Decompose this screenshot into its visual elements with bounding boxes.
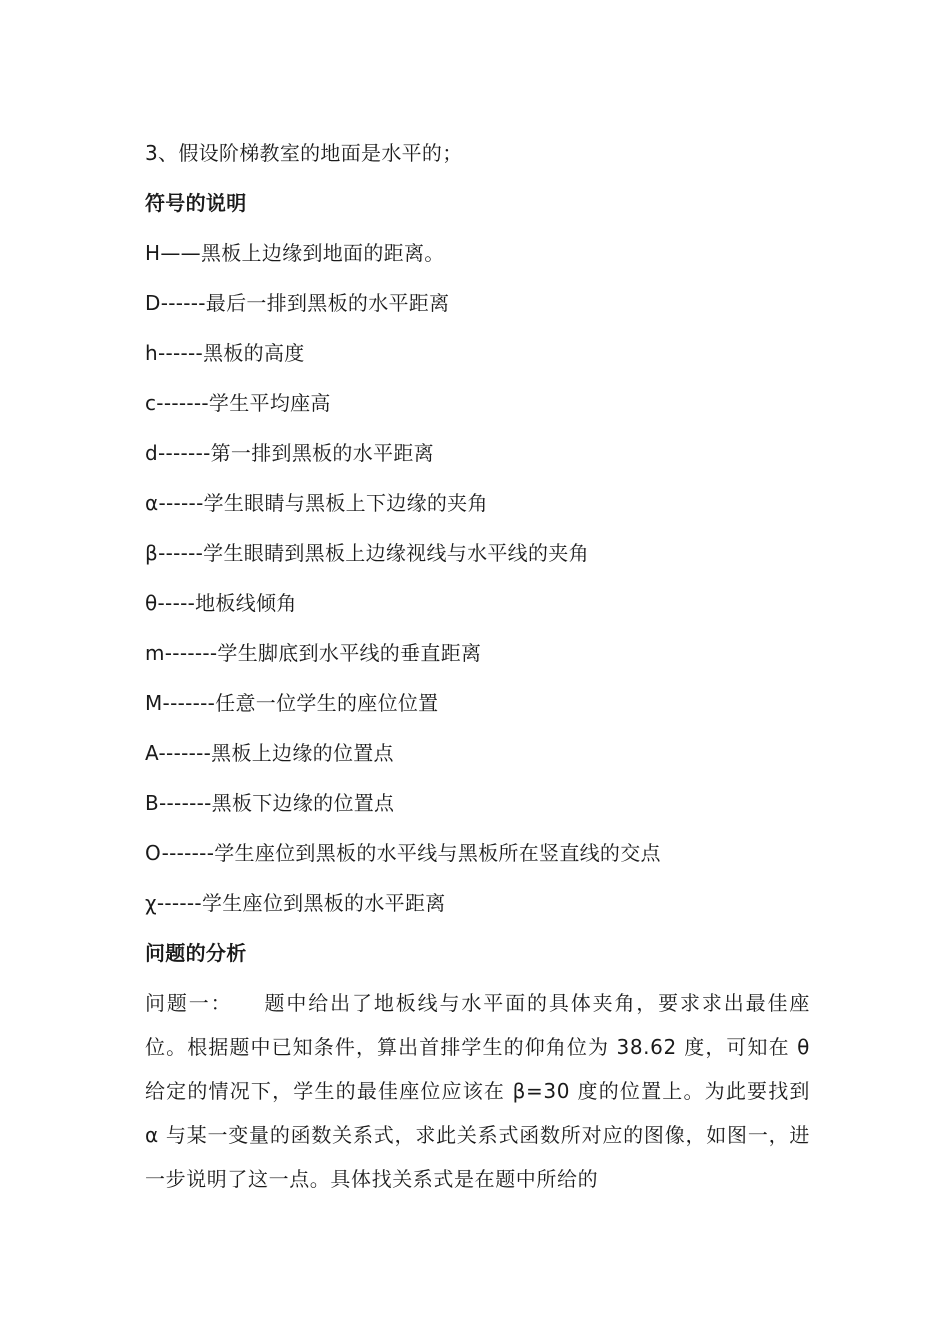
symbol-item: β------学生眼睛到黑板上边缘视线与水平线的夹角 [145, 541, 589, 565]
analysis-heading: 问题的分析 [145, 941, 247, 965]
symbol-item: H——黑板上边缘到地面的距离。 [145, 241, 445, 265]
document-body [145, 128, 810, 1201]
symbol-item: O-------学生座位到黑板的水平线与黑板所在竖直线的交点 [145, 841, 661, 865]
symbols-heading: 符号的说明 [145, 191, 247, 215]
problem1-paragraph [145, 981, 810, 1201]
assumption-item: 3、假设阶梯教室的地面是水平的； [145, 141, 463, 165]
problem1-label: 问题一： [145, 991, 233, 1015]
problem1-text: 题中给出了地板线与水平面的具体夹角，要求求出最佳座位。根据题中已知条件，算出首排学生的仰角位为 38.62 度，可知在 θ 给定的情况下，学生的最佳座位应该在 β=30 度的位置上。为此要找到 α 与某一变量的函数关系式，求此关系式函数所对应的图像，如图一，进一步说明了这一点。具体找关系式是在题中所给的 [145, 991, 811, 1191]
symbol-item: A-------黑板上边缘的位置点 [145, 741, 394, 765]
symbol-item: D------最后一排到黑板的水平距离 [145, 291, 450, 315]
symbol-item: M-------任意一位学生的座位位置 [145, 691, 439, 715]
symbol-item: θ-----地板线倾角 [145, 591, 297, 615]
symbol-item: m-------学生脚底到水平线的垂直距离 [145, 641, 482, 665]
symbol-item: χ------学生座位到黑板的水平距离 [145, 891, 446, 915]
symbol-item: d-------第一排到黑板的水平距离 [145, 441, 434, 465]
symbol-item: α------学生眼睛与黑板上下边缘的夹角 [145, 491, 488, 515]
symbol-item: B-------黑板下边缘的位置点 [145, 791, 395, 815]
symbol-item: c-------学生平均座高 [145, 391, 331, 415]
symbol-list [145, 228, 810, 928]
symbol-item: h------黑板的高度 [145, 341, 305, 365]
